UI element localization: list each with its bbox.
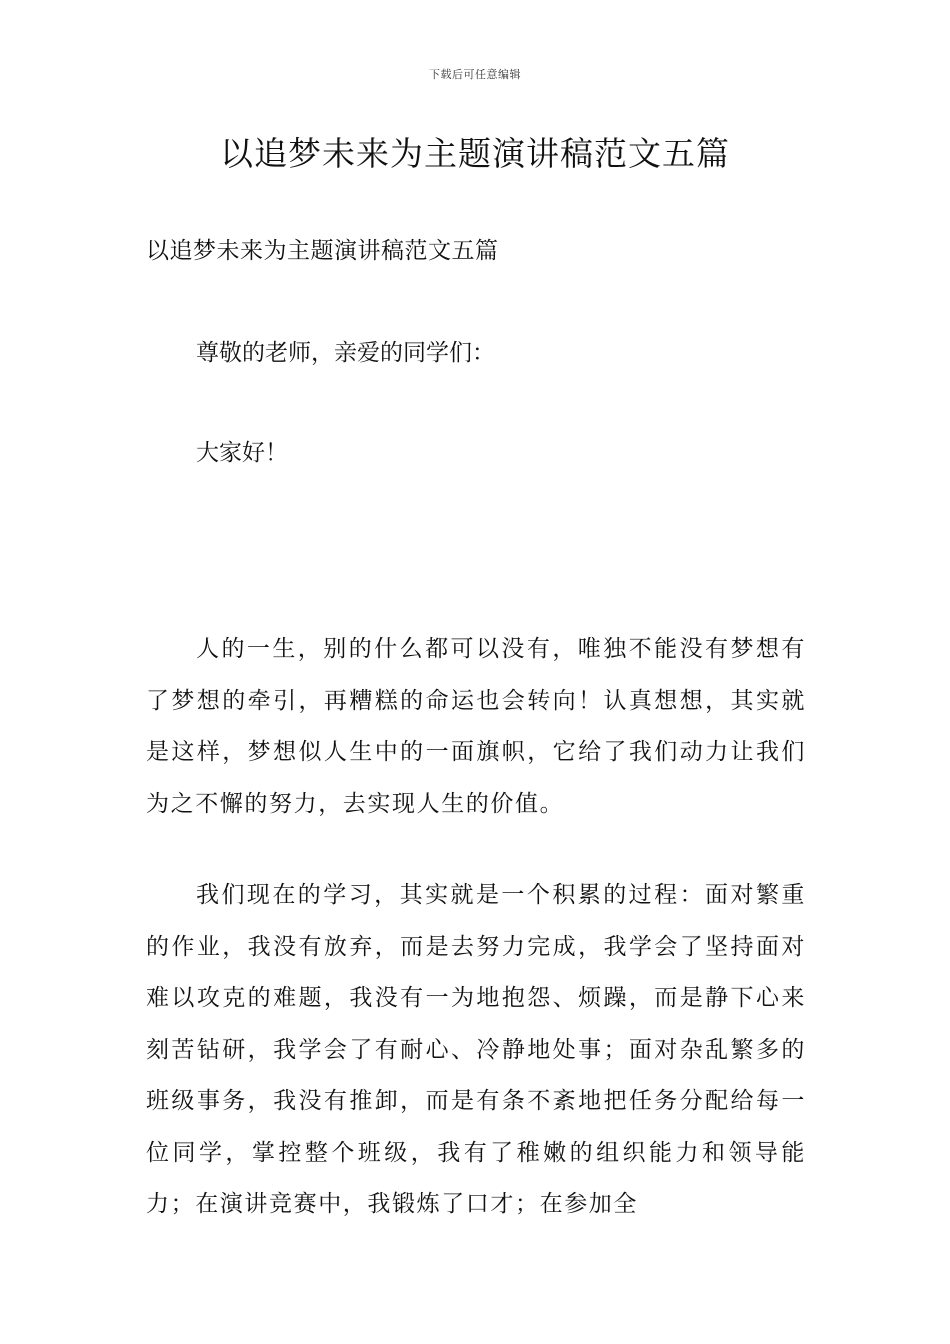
- document-title: 以追梦未来为主题演讲稿范文五篇: [220, 134, 730, 173]
- body-paragraph: 人的一生，别的什么都可以没有，唯独不能没有梦想有了梦想的牵引，再糟糕的命运也会转向！认真想想，其实就是这样，梦想似人生中的一面旗帜，它给了我们动力让我们为之不懈的努力，去实现人生的价值。: [146, 636, 806, 817]
- document-subtitle: 以追梦未来为主题演讲稿范文五篇: [146, 238, 499, 264]
- body-paragraph: 我们现在的学习，其实就是一个积累的过程：面对繁重的作业，我没有放弃，而是去努力完成，我学会了坚持面对难以攻克的难题，我没有一为地抱怨、烦躁，而是静下心来刻苦钻研，我学会了有耐心、冷静地处事；面对杂乱繁多的班级事务，我没有推卸，而是有条不紊地把任务分配给每一位同学，掌控整个班级，我有了稚嫩的组织能力和领导能力；在演讲竞赛中，我锻炼了口才；在参加全: [146, 882, 806, 1217]
- greeting-line: 尊敬的老师，亲爱的同学们：: [196, 340, 495, 366]
- header-note: 下载后可任意编辑: [429, 68, 521, 81]
- hello-line: 大家好！: [196, 440, 288, 466]
